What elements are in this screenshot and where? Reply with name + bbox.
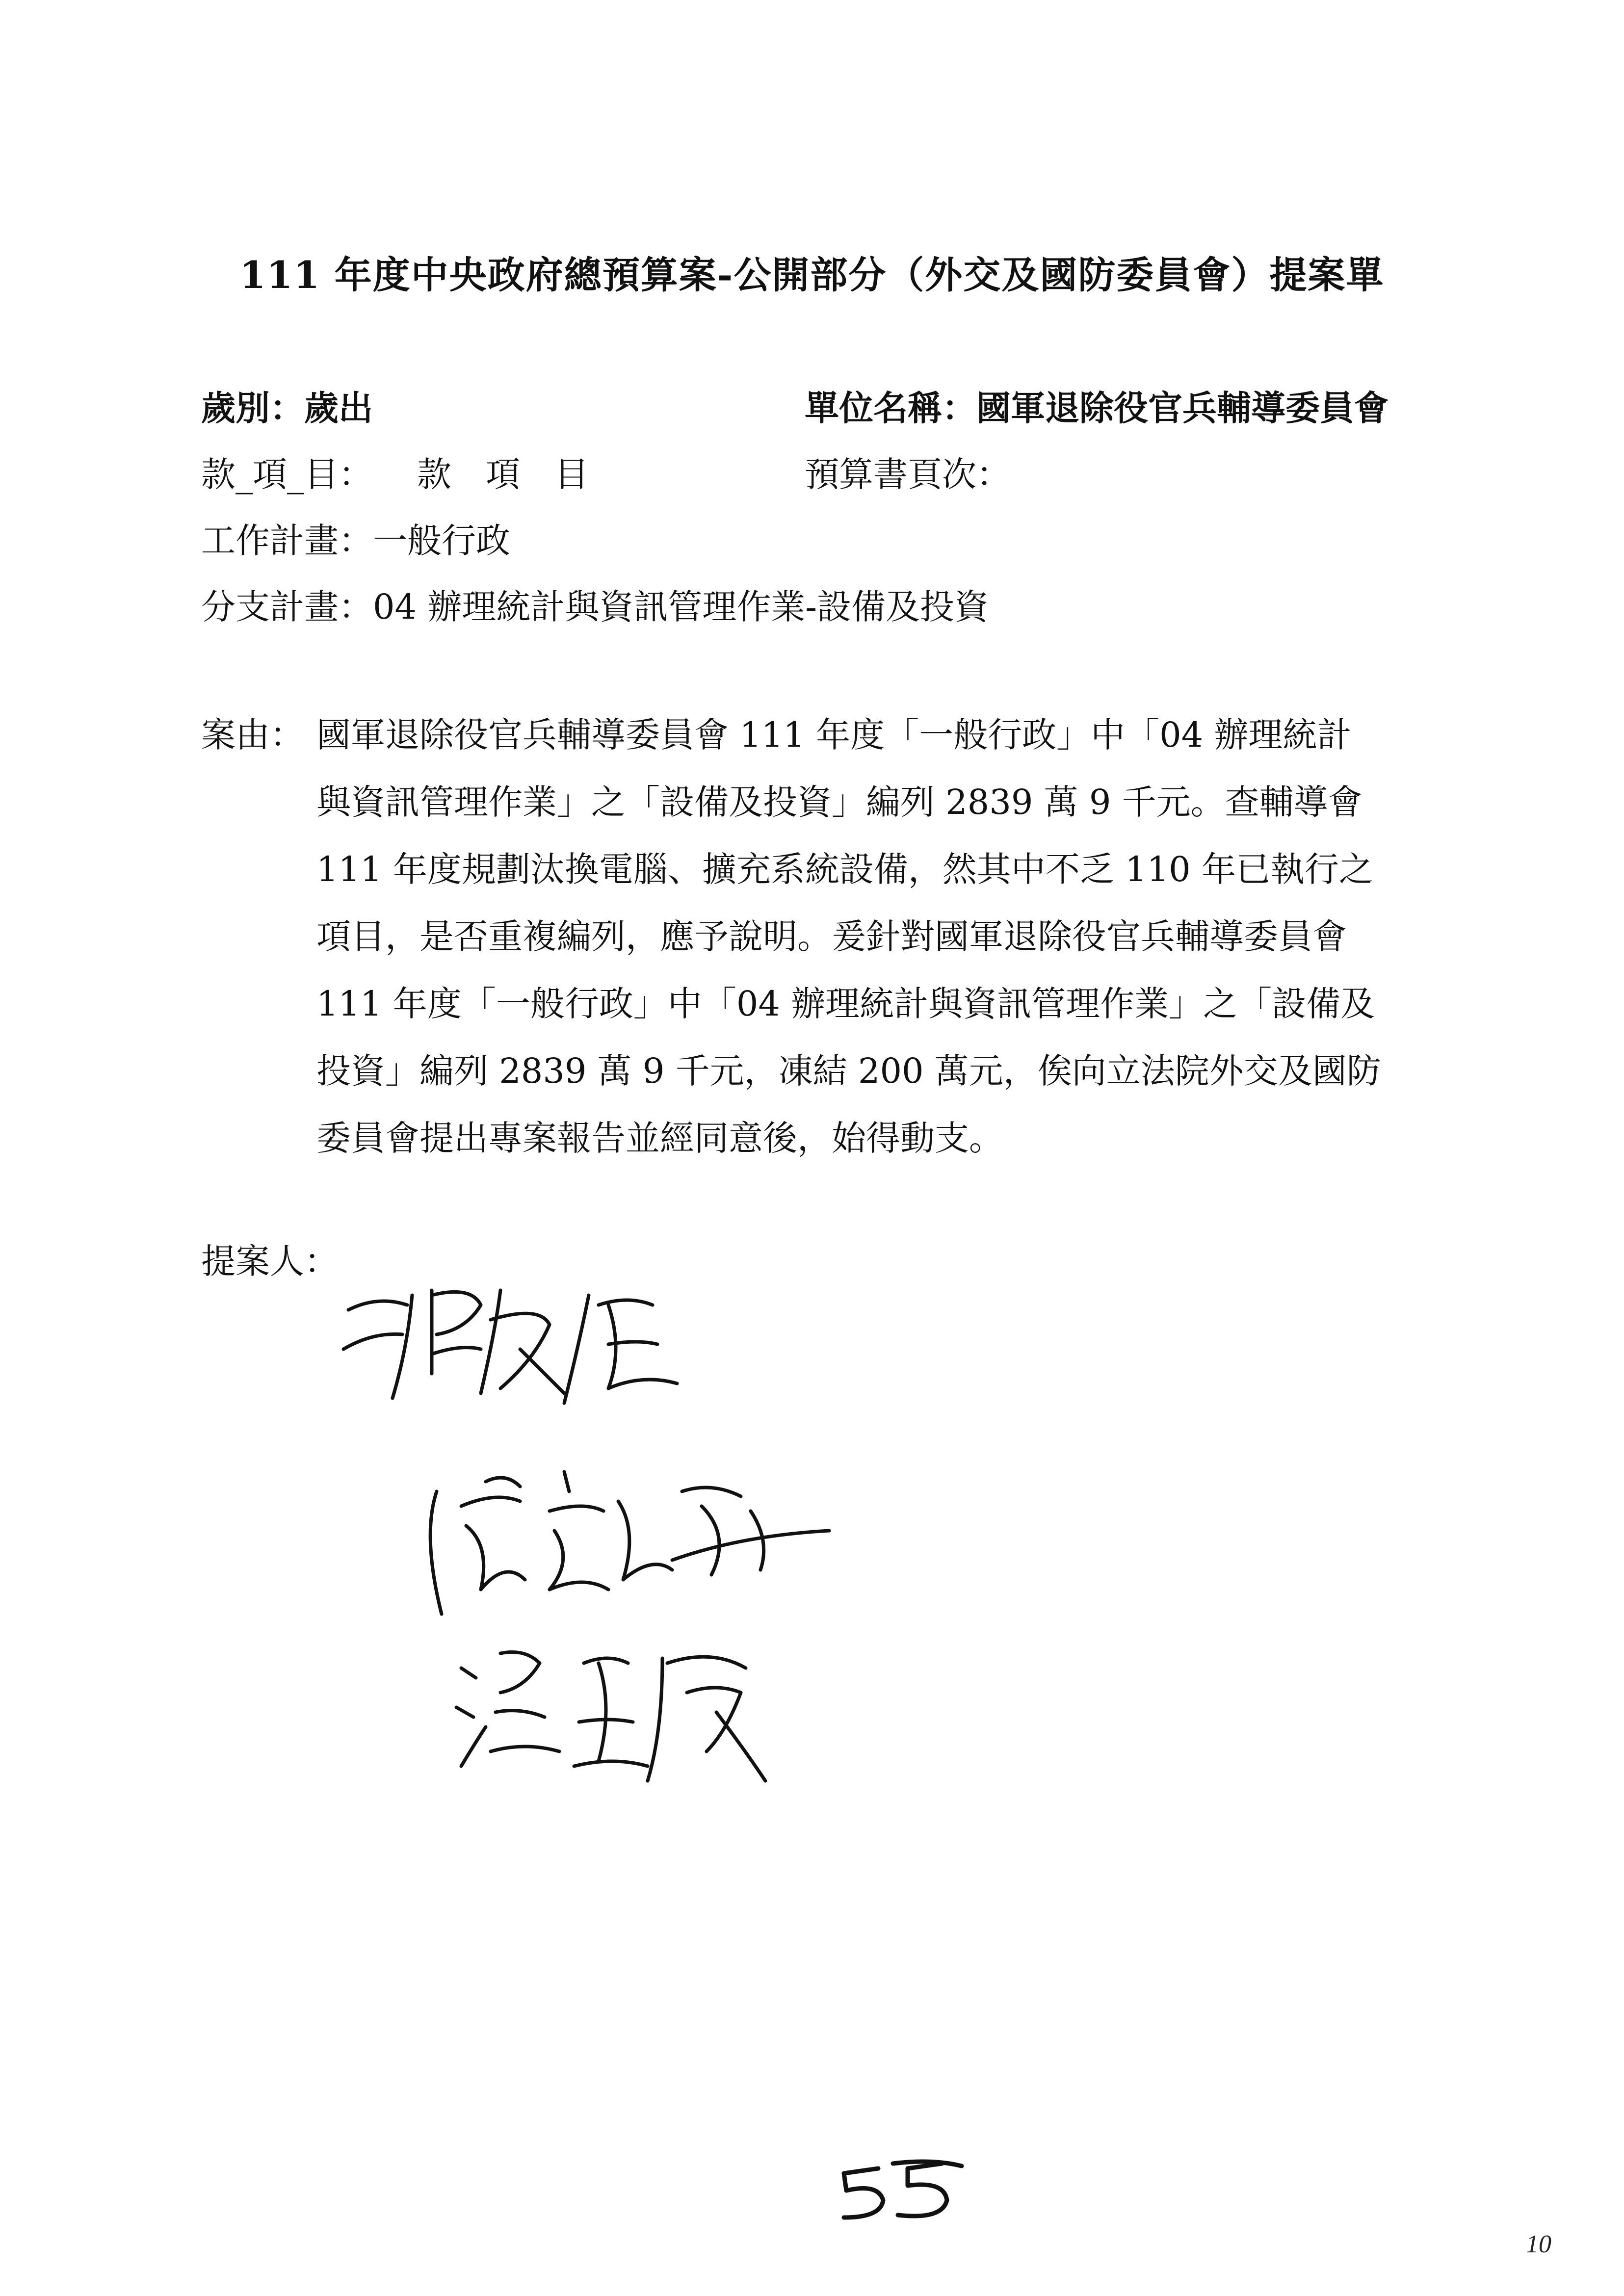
reason-line: 111 年度規劃汰換電腦、擴充系統設備，然其中不乏 110 年已執行之: [316, 849, 1373, 889]
reason-line: 111 年度「一般行政」中「04 辦理統計與資訊管理作業」之「設備及: [316, 984, 1375, 1024]
handwritten-signature-3: [451, 1634, 795, 1791]
reason-line: 與資訊管理作業」之「設備及投資」編列 2839 萬 9 千元。查輔導會: [316, 782, 1362, 822]
unit-name-field: 單位名稱：國軍退除役官兵輔導委員會: [805, 388, 1388, 428]
reason-section: [201, 702, 1467, 1172]
item-label: 款_項_目：: [201, 454, 373, 495]
work-plan-field: 工作計畫：一般行政: [201, 521, 510, 561]
handwritten-signature-2: [407, 1462, 849, 1624]
branch-plan-field: 分支計畫：04 辦理統計與資訊管理作業-設備及投資: [201, 587, 989, 627]
reason-line: 國軍退除役官兵輔導委員會 111 年度「一般行政」中「04 辦理統計: [316, 715, 1352, 755]
reason-line: 委員會提出專案報告並經同意後，始得動支。: [316, 1118, 1003, 1158]
reason-line: 投資」編列 2839 萬 9 千元，凍結 200 萬元，俟向立法院外交及國防: [316, 1051, 1381, 1091]
document-title: 111 年度中央政府總預算案-公開部分（外交及國防委員會）提案單: [239, 253, 1385, 297]
reason-text: [316, 702, 1467, 1172]
category-field: 歲別：歲出: [201, 388, 373, 428]
reason-label: 案由：: [201, 715, 304, 755]
budget-page-label: 預算書頁次：: [805, 454, 1011, 495]
item-value: 款 項 目: [417, 454, 589, 495]
handwritten-signature-1: [334, 1276, 707, 1423]
handwritten-page-number: [834, 2154, 971, 2227]
reason-line: 項目，是否重複編列，應予說明。爰針對國軍退除役官兵輔導委員會: [316, 916, 1347, 957]
corner-number: 10: [1526, 2230, 1551, 2258]
proposer-label: 提案人：: [201, 1241, 339, 1281]
